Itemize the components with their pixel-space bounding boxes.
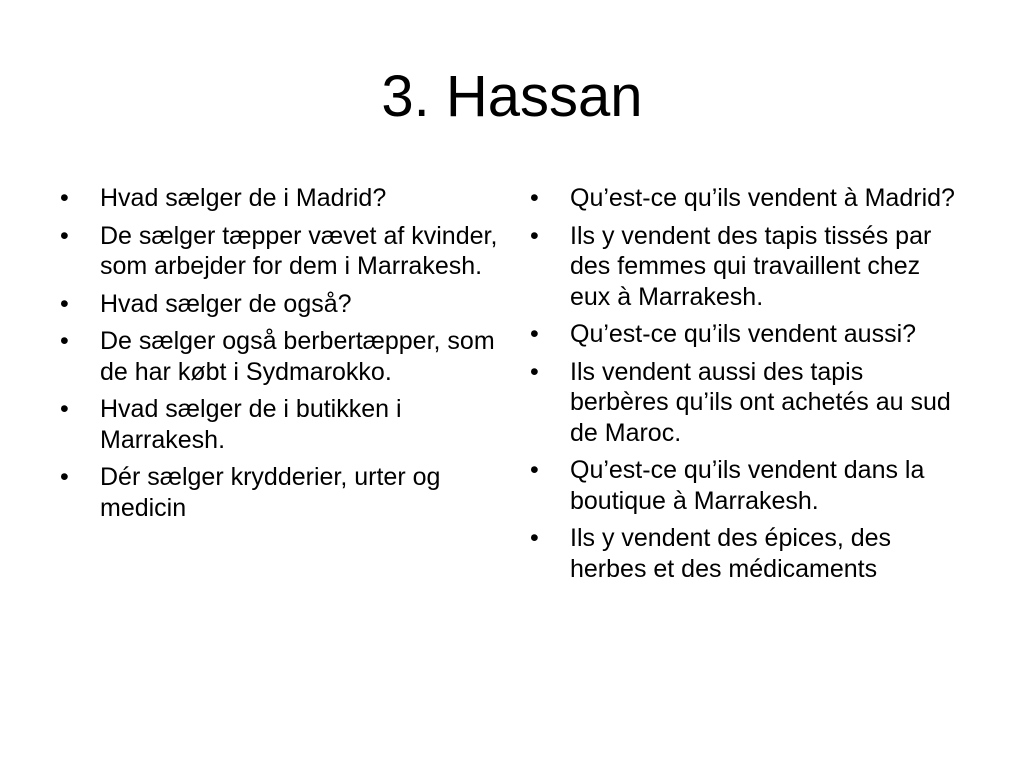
list-item-text: Hvad sælger de i Madrid?	[100, 184, 387, 212]
list-item-text: De sælger også berbertæpper, som de har købt i Sydmarokko.	[100, 327, 495, 386]
list-item-text: Ils y vendent des épices, des herbes et des médicaments	[570, 524, 892, 583]
bullet-icon: •	[60, 289, 69, 318]
list-item	[60, 183, 510, 214]
list-item	[60, 394, 510, 455]
list-item	[530, 221, 960, 313]
bullet-icon: •	[530, 221, 539, 250]
list-item	[60, 462, 510, 523]
bullet-icon: •	[60, 221, 69, 250]
list-item	[530, 319, 960, 350]
slide-title: 3. Hassan	[381, 64, 643, 129]
bullet-icon: •	[60, 395, 69, 423]
list-item	[60, 289, 510, 320]
list-item-text: Ils vendent aussi des tapis berbères qu’ils ont achetés au sud de Maroc.	[570, 357, 951, 447]
list-item-text: Ils y vendent des tapis tissés par des femmes qui travaillent chez eux à Marrakesh.	[570, 221, 932, 311]
bullet-icon: •	[530, 524, 539, 552]
bullet-icon: •	[530, 184, 539, 212]
danish-column	[60, 183, 510, 530]
bullet-icon: •	[530, 357, 539, 386]
list-item	[60, 326, 510, 387]
list-item-text: Qu’est-ce qu’ils vendent dans la boutique à Marrakesh.	[570, 456, 925, 515]
list-item-text: Dér sælger krydderier, urter og medicin	[100, 463, 441, 522]
list-item-text: De sælger tæpper vævet af kvinder, som arbejder for dem i Marrakesh.	[100, 221, 498, 280]
bullet-icon: •	[530, 456, 539, 484]
list-item-text: Qu’est-ce qu’ils vendent aussi?	[570, 320, 917, 348]
list-item-text: Hvad sælger de også?	[100, 289, 352, 318]
list-item	[530, 357, 960, 449]
list-item-text: Hvad sælger de i butikken i Marrakesh.	[100, 395, 402, 454]
bullet-icon: •	[60, 463, 69, 491]
bullet-icon: •	[530, 320, 539, 348]
list-item-text: Qu’est-ce qu’ils vendent à Madrid?	[570, 184, 955, 212]
list-item	[530, 183, 960, 214]
bullet-icon: •	[60, 184, 69, 212]
french-column	[530, 183, 960, 591]
list-item	[530, 455, 960, 516]
bullet-icon: •	[60, 327, 69, 355]
list-item	[530, 523, 960, 584]
list-item	[60, 221, 510, 282]
